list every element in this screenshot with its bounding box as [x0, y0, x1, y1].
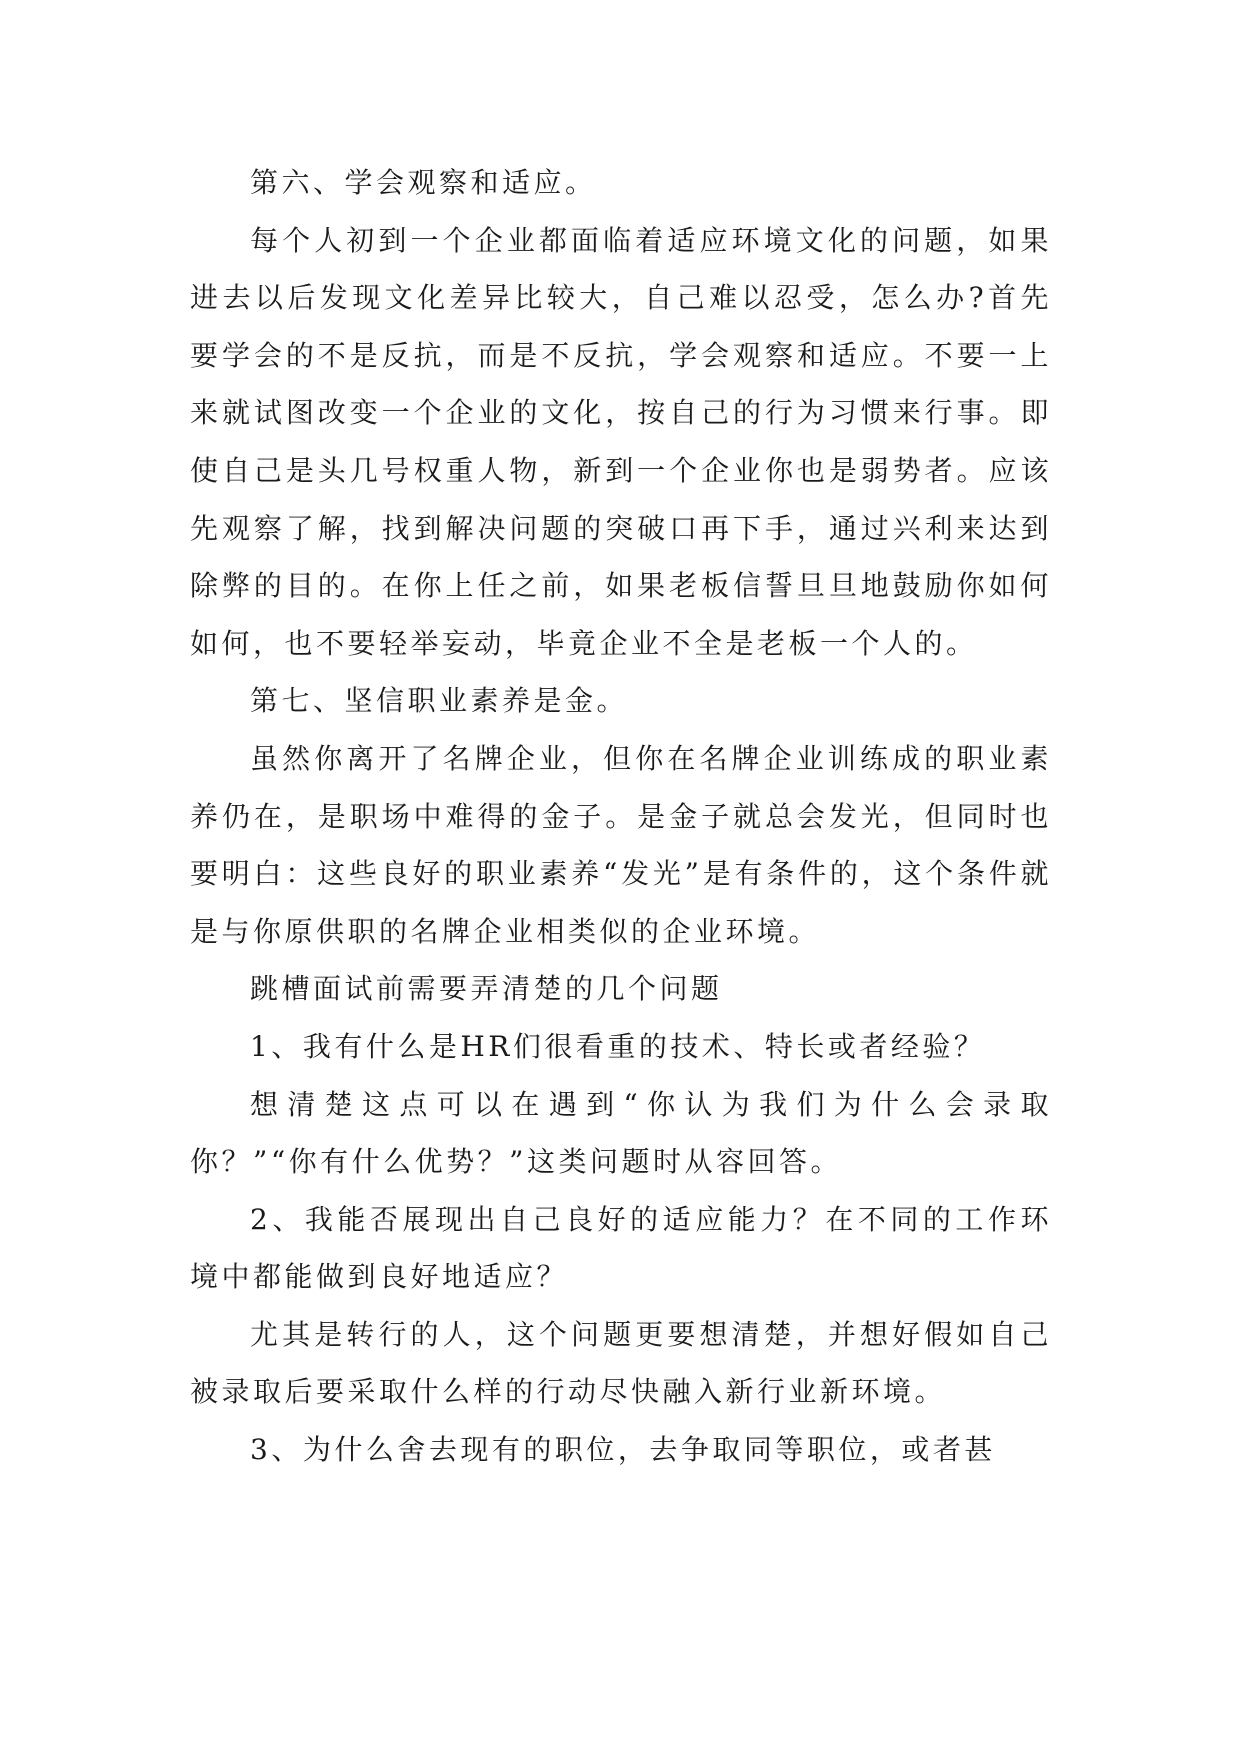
body-paragraph: 虽然你离开了名牌企业，但你在名牌企业训练成的职业素养仍在，是职场中难得的金子。是金子就总会发光，但同时也要明白：这些良好的职业素养“发光”是有条件的，这个条件就是与你原供职的名牌企业相类似的企业环境。 [190, 741, 1052, 948]
document-body [190, 154, 1052, 1479]
question-item: 3、为什么舍去现有的职位，去争取同等职位，或者甚 [250, 1433, 996, 1467]
subsection-title: 跳槽面试前需要弄清楚的几个问题 [250, 972, 723, 1006]
body-paragraph: 尤其是转行的人，这个问题更要想清楚，并想好假如自己被录取后要采取什么样的行动尽快融入新行业新环境。 [190, 1317, 1052, 1409]
question-item: 1、我有什么是HR们很看重的技术、特长或者经验？ [250, 1029, 986, 1063]
body-paragraph: 想清楚这点可以在遇到“你认为我们为什么会录取你？”“你有什么优势？”这类问题时从容回答。 [190, 1087, 1052, 1179]
section-heading-six: 第六、学会观察和适应。 [250, 166, 597, 199]
body-paragraph: 每个人初到一个企业都面临着适应环境文化的问题，如果进去以后发现文化差异比较大，自己难以忍受，怎么办?首先要学会的不是反抗，而是不反抗，学会观察和适应。不要一上来就试图改变一个企业的文化，按自己的行为习惯来行事。即使自己是头几号权重人物，新到一个企业你也是弱势者。应该先观察了解，找到解决问题的突破口再下手，通过兴利来达到除弊的目的。在你上任之前，如果老板信誓旦旦地鼓励你如何如何，也不要轻举妄动，毕竟企业不全是老板一个人的。 [190, 223, 1052, 660]
section-heading-seven: 第七、坚信职业素养是金。 [250, 684, 629, 718]
question-item: 2、我能否展现出自己良好的适应能力？在不同的工作环境中都能做到良好地适应？ [190, 1202, 1052, 1294]
